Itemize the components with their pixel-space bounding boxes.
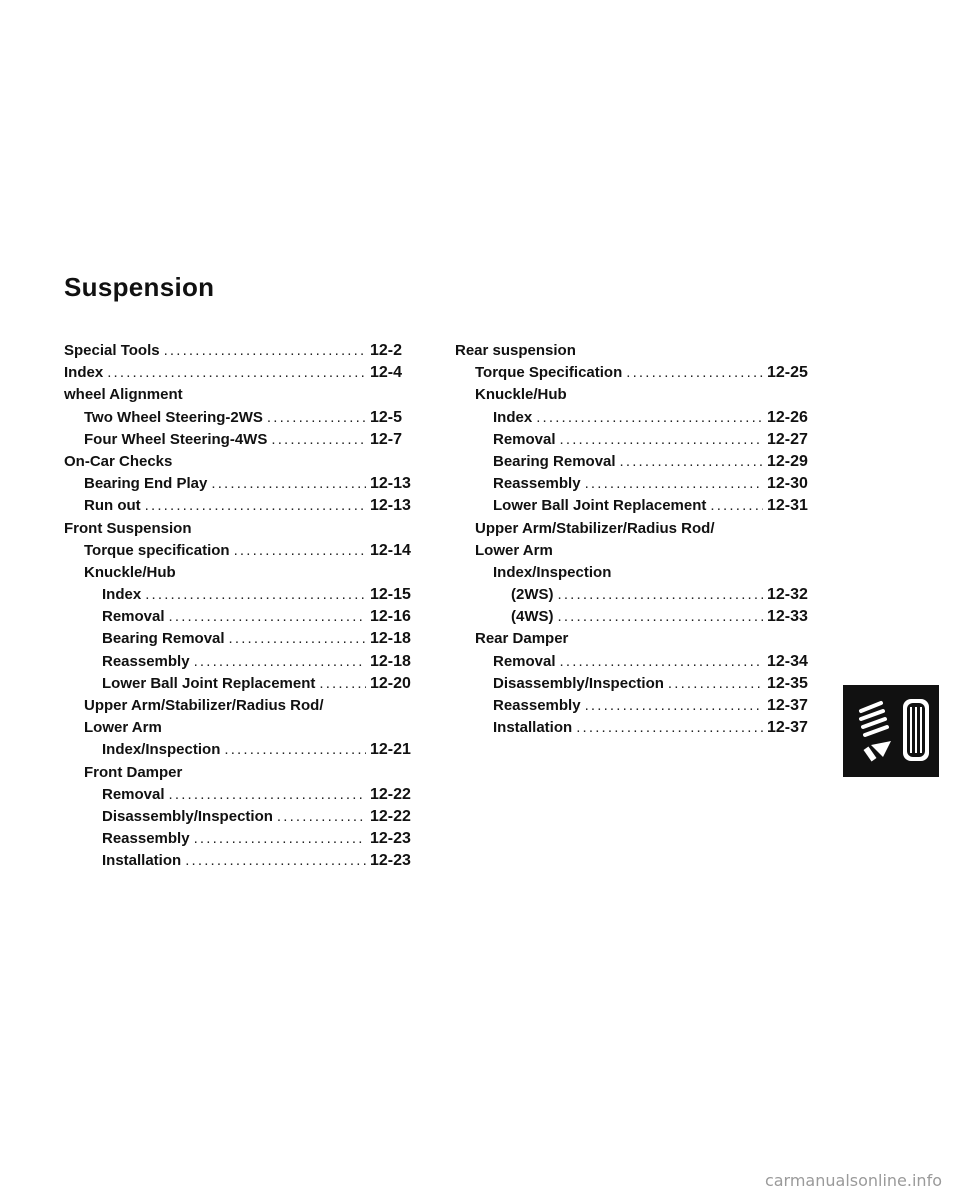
toc-page: 12-20	[370, 674, 411, 692]
toc-heading	[455, 340, 823, 362]
toc-entry[interactable]	[455, 651, 823, 673]
dot-leader	[585, 473, 763, 495]
toc-page: 12-32	[767, 586, 808, 604]
toc-heading	[455, 628, 823, 650]
toc-label: Index	[102, 586, 142, 604]
page-title: Suspension	[64, 272, 215, 302]
toc-page: 12-31	[767, 497, 808, 515]
dot-leader	[585, 695, 763, 717]
toc-label: Special Tools	[64, 342, 160, 359]
dot-leader	[145, 495, 366, 517]
dot-leader	[558, 606, 764, 628]
toc-label: Bearing Removal	[493, 452, 616, 470]
toc-label: Front Suspension	[64, 519, 192, 537]
toc-page: 12-23	[370, 852, 411, 870]
toc-entry[interactable]	[64, 828, 426, 850]
toc-label: Lower Ball Joint Replacement	[493, 497, 707, 515]
toc-label: Four Wheel Steering-4WS	[84, 430, 268, 448]
dot-leader	[319, 673, 366, 695]
toc-page: 12-29	[767, 452, 808, 470]
damper-spring-icon[interactable]	[843, 685, 939, 777]
toc-heading	[64, 717, 426, 739]
toc-page: 12-16	[370, 608, 411, 626]
toc-page: 12-2	[370, 342, 403, 359]
dot-leader	[277, 806, 366, 828]
dot-leader	[229, 628, 366, 650]
dot-leader	[558, 584, 764, 606]
toc-page: 12-35	[767, 674, 808, 692]
toc-heading	[455, 518, 823, 540]
toc-page: 12-33	[767, 608, 808, 626]
toc-page: 12-5	[370, 408, 403, 426]
toc-entry[interactable]	[64, 495, 426, 517]
toc-label: Lower Arm	[475, 541, 553, 559]
toc-heading	[455, 562, 823, 584]
toc-page: 12-18	[370, 652, 411, 670]
toc-left-column	[64, 340, 426, 873]
watermark: carmanualsonline.info	[764, 1171, 942, 1190]
dot-leader	[145, 584, 366, 606]
toc-entry[interactable]	[455, 451, 823, 473]
toc-entry[interactable]	[64, 540, 426, 562]
toc-entry[interactable]	[64, 739, 426, 761]
toc-label: Torque Specification	[475, 364, 623, 382]
toc-label: On-Car Checks	[64, 452, 173, 470]
toc-entry[interactable]	[455, 495, 823, 517]
toc-entry[interactable]	[64, 850, 426, 872]
toc-entry[interactable]	[64, 651, 426, 673]
toc-label: Index/Inspection	[493, 563, 612, 581]
dot-leader	[710, 495, 763, 517]
dot-leader	[536, 407, 763, 429]
dot-leader	[234, 540, 366, 562]
dot-leader	[194, 651, 366, 673]
toc-entry[interactable]	[455, 362, 823, 384]
toc-entry[interactable]	[455, 407, 823, 429]
toc-right-column	[455, 340, 823, 739]
toc-entry[interactable]	[64, 606, 426, 628]
toc-entry[interactable]	[64, 806, 426, 828]
toc-label: Reassembly	[493, 475, 581, 493]
dot-leader	[224, 739, 366, 761]
toc-label: Bearing Removal	[102, 630, 225, 648]
toc-page: 12-30	[767, 475, 808, 493]
toc-heading	[455, 384, 823, 406]
toc-label: Removal	[493, 652, 556, 670]
toc-label: Rear Damper	[475, 630, 569, 648]
dot-leader	[185, 850, 366, 872]
toc-label: Disassembly/Inspection	[493, 674, 664, 692]
toc-entry[interactable]	[64, 429, 426, 451]
toc-page: 12-13	[370, 497, 411, 515]
dot-leader	[169, 784, 366, 806]
toc-label: Bearing End Play	[84, 475, 208, 493]
toc-entry[interactable]	[64, 340, 426, 362]
toc-page: 12-18	[370, 630, 411, 648]
dot-leader	[576, 717, 763, 739]
toc-page: 12-27	[767, 430, 808, 448]
toc-page: 12-26	[767, 408, 808, 426]
dot-leader	[626, 362, 763, 384]
toc-label: Index/Inspection	[102, 741, 221, 759]
dot-leader	[107, 362, 366, 384]
toc-page: 12-34	[767, 652, 808, 670]
toc-label: (2WS)	[511, 586, 554, 604]
toc-heading	[64, 562, 426, 584]
toc-page: 12-21	[370, 741, 411, 759]
dot-leader	[194, 828, 366, 850]
toc-label: Knuckle/Hub	[84, 563, 176, 581]
dot-leader	[211, 473, 366, 495]
toc-label: Installation	[493, 719, 573, 737]
toc-label: Lower Ball Joint Replacement	[102, 674, 316, 692]
toc-page: 12-13	[370, 475, 411, 493]
toc-page: 12-15	[370, 586, 411, 604]
toc-page: 12-37	[767, 697, 808, 714]
toc-heading	[64, 762, 426, 784]
toc-page: 12-22	[370, 785, 411, 803]
toc-label: Index	[493, 408, 533, 426]
toc-label: Lower Arm	[84, 719, 162, 737]
toc-entry[interactable]	[64, 407, 426, 429]
toc-label: Run out	[84, 497, 141, 515]
dot-leader	[164, 340, 366, 362]
toc-entry[interactable]	[64, 628, 426, 650]
damper-spring-icon-graphic	[843, 685, 939, 777]
toc-label: (4WS)	[511, 608, 554, 626]
toc-heading	[64, 518, 426, 540]
toc-page: 12-14	[370, 541, 411, 559]
toc-page: 12-23	[370, 830, 411, 848]
toc-entry[interactable]	[64, 673, 426, 695]
toc-label: Index	[64, 364, 104, 382]
toc-page: 12-37	[767, 719, 808, 737]
toc-page: 12-4	[370, 364, 403, 382]
toc-entry[interactable]	[455, 606, 823, 628]
toc-heading	[64, 695, 426, 717]
toc-entry[interactable]	[64, 362, 426, 384]
toc-entry[interactable]	[455, 473, 823, 495]
toc-entry[interactable]	[64, 584, 426, 606]
dot-leader	[560, 429, 763, 451]
toc-heading	[64, 451, 426, 473]
toc-label: Reassembly	[102, 652, 190, 670]
toc-page: 12-22	[370, 807, 411, 825]
toc-label: Rear suspension	[455, 342, 576, 359]
toc-entry[interactable]	[64, 784, 426, 806]
toc-label: Reassembly	[102, 830, 190, 848]
dot-leader	[668, 673, 763, 695]
toc-entry[interactable]	[455, 429, 823, 451]
toc-label: Torque specification	[84, 541, 230, 559]
toc-label: Upper Arm/Stabilizer/Radius Rod/	[84, 697, 324, 714]
toc-label: Disassembly/Inspection	[102, 807, 273, 825]
toc-entry[interactable]	[455, 695, 823, 717]
dot-leader	[271, 429, 366, 451]
toc-label: Front Damper	[84, 763, 183, 781]
dot-leader	[169, 606, 366, 628]
toc-entry[interactable]	[64, 473, 426, 495]
toc-page: 12-25	[767, 364, 808, 382]
toc-label: Removal	[102, 608, 165, 626]
dot-leader	[560, 651, 763, 673]
dot-leader	[620, 451, 763, 473]
toc-label: Two Wheel Steering-2WS	[84, 408, 263, 426]
toc-label: Knuckle/Hub	[475, 386, 567, 404]
toc-label: Reassembly	[493, 697, 581, 714]
toc-page: 12-7	[370, 430, 403, 448]
toc-heading	[64, 384, 426, 406]
toc-label: Removal	[493, 430, 556, 448]
toc-entry[interactable]	[455, 717, 823, 739]
toc-label: Removal	[102, 785, 165, 803]
toc-heading	[455, 540, 823, 562]
toc-label: wheel Alignment	[64, 386, 183, 404]
toc-entry[interactable]	[455, 584, 823, 606]
toc-label: Installation	[102, 852, 182, 870]
toc-entry[interactable]	[455, 673, 823, 695]
dot-leader	[267, 407, 366, 429]
toc-label: Upper Arm/Stabilizer/Radius Rod/	[475, 519, 715, 537]
